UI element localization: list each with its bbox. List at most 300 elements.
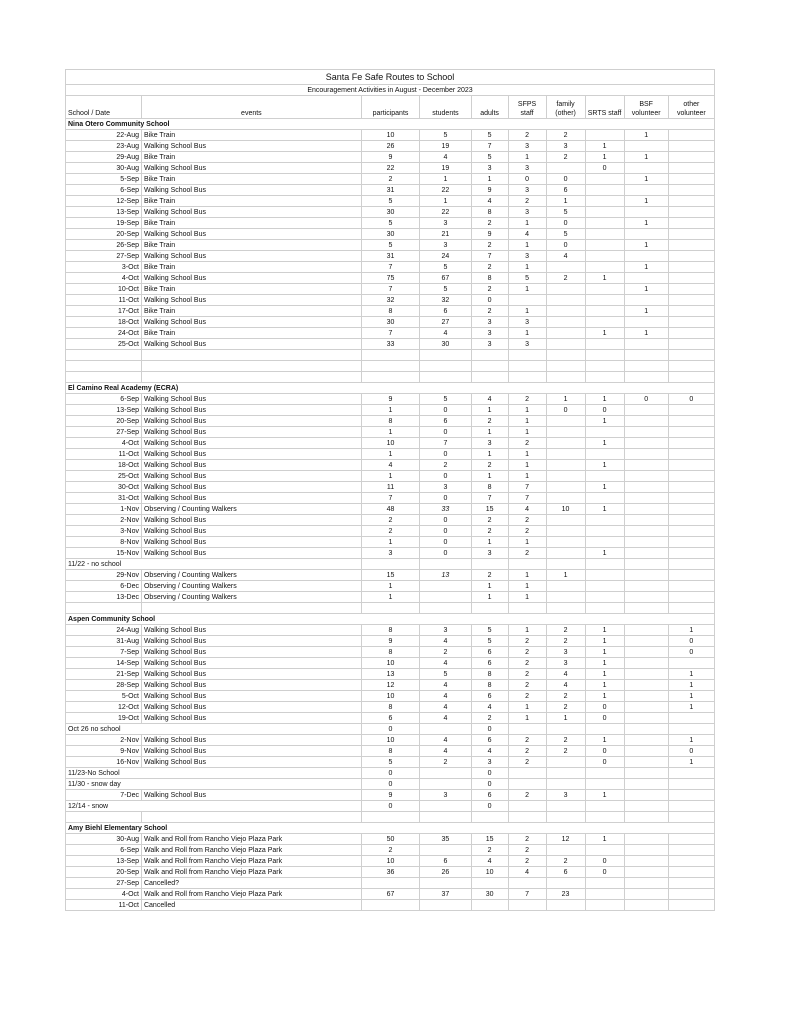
empty-cell (141, 603, 361, 614)
date-cell: 13-Sep (66, 856, 142, 867)
value-cell: 1 (471, 405, 508, 416)
value-cell: 5 (546, 229, 585, 240)
value-cell: 5 (546, 207, 585, 218)
empty-cell (624, 361, 668, 372)
value-cell (546, 438, 585, 449)
value-cell: 1 (508, 449, 546, 460)
column-header: students (420, 96, 471, 119)
value-cell: 0 (471, 724, 508, 735)
empty-cell (624, 603, 668, 614)
value-cell: 0 (420, 449, 471, 460)
table-row (66, 273, 715, 284)
value-cell: 2 (508, 636, 546, 647)
value-cell: 13 (361, 669, 420, 680)
empty-cell (361, 603, 420, 614)
value-cell (546, 878, 585, 889)
value-cell: 2 (546, 735, 585, 746)
table-row (66, 427, 715, 438)
date-cell: 31-Aug (66, 636, 142, 647)
table-row (66, 328, 715, 339)
value-cell (668, 570, 714, 581)
date-cell: 25-Oct (66, 471, 142, 482)
event-cell: Walking School Bus (141, 339, 361, 350)
value-cell (546, 768, 585, 779)
date-cell: 13-Dec (66, 592, 142, 603)
value-cell: 1 (585, 625, 624, 636)
value-cell (624, 779, 668, 790)
value-cell: 4 (420, 636, 471, 647)
value-cell: 4 (420, 658, 471, 669)
table-row (66, 240, 715, 251)
value-cell (546, 537, 585, 548)
value-cell: 1 (585, 834, 624, 845)
value-cell: 5 (361, 196, 420, 207)
value-cell (624, 691, 668, 702)
value-cell (668, 658, 714, 669)
event-cell: Walking School Bus (141, 735, 361, 746)
date-cell: 14-Sep (66, 658, 142, 669)
value-cell: 1 (585, 328, 624, 339)
value-cell: 1 (624, 196, 668, 207)
value-cell: 10 (361, 856, 420, 867)
value-cell: 9 (471, 229, 508, 240)
event-cell: Walking School Bus (141, 471, 361, 482)
value-cell (624, 625, 668, 636)
value-cell (546, 427, 585, 438)
blank-row (66, 603, 715, 614)
value-cell: 1 (508, 702, 546, 713)
value-cell (624, 845, 668, 856)
date-cell: 6-Sep (66, 394, 142, 405)
value-cell: 2 (508, 669, 546, 680)
value-cell (508, 295, 546, 306)
blank-row (66, 350, 715, 361)
date-cell: 13-Sep (66, 405, 142, 416)
empty-cell (508, 372, 546, 383)
column-header: family (other) (546, 96, 585, 119)
table-row (66, 625, 715, 636)
table-row (66, 537, 715, 548)
value-cell (420, 581, 471, 592)
value-cell (624, 680, 668, 691)
value-cell: 2 (471, 570, 508, 581)
value-cell: 2 (508, 735, 546, 746)
value-cell: 0 (471, 295, 508, 306)
table-row (66, 669, 715, 680)
value-cell (420, 900, 471, 911)
value-cell: 1 (471, 449, 508, 460)
empty-cell (471, 361, 508, 372)
value-cell: 8 (471, 207, 508, 218)
value-cell: 2 (508, 757, 546, 768)
section-row (66, 383, 715, 394)
value-cell: 6 (420, 416, 471, 427)
value-cell: 15 (471, 504, 508, 515)
value-cell: 2 (420, 460, 471, 471)
value-cell (624, 273, 668, 284)
table-row (66, 900, 715, 911)
value-cell: 2 (508, 548, 546, 559)
table-row (66, 306, 715, 317)
value-cell (361, 559, 420, 570)
date-cell: 3-Oct (66, 262, 142, 273)
value-cell (546, 779, 585, 790)
value-cell: 2 (508, 691, 546, 702)
column-header: SFPS staff (508, 96, 546, 119)
event-cell: Walking School Bus (141, 405, 361, 416)
value-cell (624, 669, 668, 680)
value-cell: 21 (420, 229, 471, 240)
table-row (66, 636, 715, 647)
value-cell: 1 (585, 658, 624, 669)
date-cell: 21-Sep (66, 669, 142, 680)
value-cell (624, 889, 668, 900)
table-row (66, 163, 715, 174)
table-row (66, 438, 715, 449)
date-cell: 11-Oct (66, 449, 142, 460)
column-header: adults (471, 96, 508, 119)
value-cell: 6 (471, 691, 508, 702)
value-cell: 1 (508, 416, 546, 427)
value-cell (668, 163, 714, 174)
value-cell: 1 (471, 592, 508, 603)
value-cell (668, 174, 714, 185)
empty-cell (420, 812, 471, 823)
page-title: Santa Fe Safe Routes to School (66, 70, 715, 85)
value-cell: 2 (361, 845, 420, 856)
value-cell (668, 845, 714, 856)
value-cell: 3 (508, 317, 546, 328)
value-cell (546, 295, 585, 306)
value-cell (624, 493, 668, 504)
event-cell: Bike Train (141, 174, 361, 185)
value-cell (546, 449, 585, 460)
value-cell (668, 515, 714, 526)
value-cell: 30 (420, 339, 471, 350)
table-row (66, 504, 715, 515)
date-cell: 6-Sep (66, 185, 142, 196)
table-row (66, 218, 715, 229)
value-cell: 35 (420, 834, 471, 845)
value-cell: 5 (420, 394, 471, 405)
value-cell (471, 900, 508, 911)
value-cell: 6 (471, 790, 508, 801)
value-cell: 3 (471, 438, 508, 449)
value-cell (668, 790, 714, 801)
value-cell (624, 416, 668, 427)
value-cell (585, 174, 624, 185)
value-cell: 15 (361, 570, 420, 581)
value-cell (668, 218, 714, 229)
value-cell (624, 460, 668, 471)
value-cell (508, 768, 546, 779)
value-cell: 4 (508, 504, 546, 515)
event-cell: Bike Train (141, 152, 361, 163)
value-cell (668, 867, 714, 878)
note-row (66, 768, 715, 779)
value-cell: 2 (508, 526, 546, 537)
value-cell: 8 (361, 625, 420, 636)
value-cell (668, 295, 714, 306)
table-row (66, 152, 715, 163)
table-row (66, 526, 715, 537)
value-cell: 1 (471, 581, 508, 592)
value-cell: 1 (508, 592, 546, 603)
value-cell: 1 (420, 196, 471, 207)
event-cell: Walking School Bus (141, 460, 361, 471)
value-cell: 3 (471, 163, 508, 174)
value-cell: 1 (471, 471, 508, 482)
value-cell: 10 (361, 735, 420, 746)
date-cell: 30-Aug (66, 163, 142, 174)
value-cell: 32 (361, 295, 420, 306)
date-cell: 6-Sep (66, 845, 142, 856)
value-cell: 1 (668, 702, 714, 713)
value-cell (585, 471, 624, 482)
date-cell: 16-Nov (66, 757, 142, 768)
event-cell: Walking School Bus (141, 416, 361, 427)
date-cell: 13-Sep (66, 207, 142, 218)
event-cell: Walking School Bus (141, 757, 361, 768)
value-cell: 2 (420, 647, 471, 658)
value-cell: 3 (546, 141, 585, 152)
table-row (66, 405, 715, 416)
value-cell (624, 900, 668, 911)
table-row (66, 141, 715, 152)
empty-cell (508, 812, 546, 823)
value-cell: 6 (471, 647, 508, 658)
date-cell: 11-Oct (66, 900, 142, 911)
value-cell: 2 (471, 713, 508, 724)
event-cell: Walking School Bus (141, 746, 361, 757)
value-cell: 0 (668, 647, 714, 658)
empty-cell (508, 350, 546, 361)
date-cell: 2-Nov (66, 515, 142, 526)
value-cell: 3 (546, 658, 585, 669)
date-cell: 27-Sep (66, 251, 142, 262)
value-cell: 1 (668, 757, 714, 768)
empty-cell (546, 603, 585, 614)
value-cell (585, 130, 624, 141)
value-cell: 19 (420, 141, 471, 152)
value-cell (668, 768, 714, 779)
date-cell: 10-Oct (66, 284, 142, 295)
event-cell: Walking School Bus (141, 713, 361, 724)
value-cell: 0 (361, 724, 420, 735)
value-cell: 9 (361, 636, 420, 647)
value-cell: 4 (471, 702, 508, 713)
value-cell: 1 (585, 680, 624, 691)
event-cell: Observing / Counting Walkers (141, 581, 361, 592)
table-row (66, 647, 715, 658)
value-cell (420, 724, 471, 735)
date-cell: 30-Oct (66, 482, 142, 493)
value-cell: 75 (361, 273, 420, 284)
value-cell (624, 449, 668, 460)
date-cell: 29-Nov (66, 570, 142, 581)
value-cell (585, 526, 624, 537)
value-cell (546, 471, 585, 482)
value-cell: 2 (546, 273, 585, 284)
value-cell: 6 (546, 185, 585, 196)
table-row (66, 878, 715, 889)
value-cell: 1 (361, 471, 420, 482)
value-cell (420, 801, 471, 812)
blank-row (66, 812, 715, 823)
date-cell: 30-Aug (66, 834, 142, 845)
value-cell (585, 845, 624, 856)
value-cell (508, 779, 546, 790)
event-cell: Bike Train (141, 130, 361, 141)
value-cell (624, 141, 668, 152)
note-row (66, 724, 715, 735)
value-cell (624, 427, 668, 438)
value-cell: 4 (420, 152, 471, 163)
event-cell: Bike Train (141, 262, 361, 273)
value-cell: 6 (420, 856, 471, 867)
event-cell: Walk and Roll from Rancho Viejo Plaza Park (141, 889, 361, 900)
value-cell: 4 (420, 702, 471, 713)
date-cell: 24-Oct (66, 328, 142, 339)
value-cell: 1 (508, 625, 546, 636)
table-row (66, 570, 715, 581)
event-cell: Walking School Bus (141, 273, 361, 284)
date-cell: 19-Oct (66, 713, 142, 724)
value-cell: 1 (361, 449, 420, 460)
value-cell: 11 (361, 482, 420, 493)
value-cell: 2 (508, 515, 546, 526)
value-cell: 7 (508, 889, 546, 900)
value-cell: 5 (420, 130, 471, 141)
value-cell: 0 (668, 746, 714, 757)
value-cell (585, 251, 624, 262)
empty-cell (585, 372, 624, 383)
value-cell (668, 405, 714, 416)
value-cell: 2 (471, 515, 508, 526)
value-cell (585, 240, 624, 251)
value-cell: 8 (471, 680, 508, 691)
value-cell (624, 339, 668, 350)
value-cell: 5 (471, 152, 508, 163)
event-cell: Observing / Counting Walkers (141, 570, 361, 581)
value-cell (508, 724, 546, 735)
table-row (66, 185, 715, 196)
empty-cell (66, 372, 142, 383)
value-cell (668, 878, 714, 889)
value-cell: 1 (361, 592, 420, 603)
section-row (66, 119, 715, 130)
value-cell: 10 (361, 130, 420, 141)
value-cell (668, 306, 714, 317)
value-cell: 12 (546, 834, 585, 845)
value-cell (585, 724, 624, 735)
value-cell: 5 (361, 757, 420, 768)
value-cell (546, 460, 585, 471)
value-cell (668, 438, 714, 449)
date-cell: 27-Sep (66, 427, 142, 438)
value-cell (471, 878, 508, 889)
empty-cell (471, 603, 508, 614)
value-cell: 0 (585, 757, 624, 768)
value-cell: 0 (546, 405, 585, 416)
value-cell (546, 724, 585, 735)
event-cell: Walking School Bus (141, 636, 361, 647)
empty-cell (668, 812, 714, 823)
value-cell: 1 (624, 218, 668, 229)
value-cell: 33 (361, 339, 420, 350)
event-cell: Walking School Bus (141, 680, 361, 691)
value-cell (585, 317, 624, 328)
value-cell: 31 (361, 251, 420, 262)
value-cell: 0 (420, 515, 471, 526)
value-cell (624, 713, 668, 724)
empty-cell (668, 603, 714, 614)
date-cell: 11-Oct (66, 295, 142, 306)
value-cell: 1 (624, 262, 668, 273)
value-cell: 10 (361, 438, 420, 449)
value-cell: 33 (420, 504, 471, 515)
value-cell: 1 (585, 735, 624, 746)
value-cell: 3 (546, 647, 585, 658)
value-cell (624, 757, 668, 768)
event-cell: Walking School Bus (141, 482, 361, 493)
value-cell: 3 (508, 141, 546, 152)
value-cell: 1 (361, 537, 420, 548)
value-cell (585, 284, 624, 295)
value-cell: 4 (471, 394, 508, 405)
table-row (66, 548, 715, 559)
event-cell: Walking School Bus (141, 449, 361, 460)
value-cell: 19 (420, 163, 471, 174)
value-cell: 1 (624, 130, 668, 141)
value-cell (624, 548, 668, 559)
value-cell (624, 295, 668, 306)
value-cell: 3 (471, 548, 508, 559)
value-cell: 5 (471, 130, 508, 141)
value-cell: 1 (508, 405, 546, 416)
empty-cell (624, 350, 668, 361)
value-cell: 2 (508, 746, 546, 757)
value-cell: 23 (546, 889, 585, 900)
event-cell: Cancelled? (141, 878, 361, 889)
value-cell: 4 (420, 746, 471, 757)
table-row (66, 834, 715, 845)
empty-cell (546, 350, 585, 361)
value-cell: 8 (361, 746, 420, 757)
date-cell: 4-Oct (66, 273, 142, 284)
event-cell: Walking School Bus (141, 691, 361, 702)
event-cell: Bike Train (141, 284, 361, 295)
date-cell: 23-Aug (66, 141, 142, 152)
value-cell (420, 845, 471, 856)
empty-cell (420, 372, 471, 383)
value-cell (585, 559, 624, 570)
value-cell (624, 702, 668, 713)
empty-cell (585, 350, 624, 361)
value-cell: 31 (361, 185, 420, 196)
value-cell: 0 (585, 746, 624, 757)
table-row (66, 174, 715, 185)
empty-cell (668, 350, 714, 361)
value-cell: 36 (361, 867, 420, 878)
value-cell (624, 185, 668, 196)
event-cell: Walk and Roll from Rancho Viejo Plaza Park (141, 834, 361, 845)
value-cell (668, 262, 714, 273)
table-row (66, 449, 715, 460)
section-heading: Nina Otero Community School (66, 119, 715, 130)
date-cell: 8-Nov (66, 537, 142, 548)
value-cell: 22 (420, 185, 471, 196)
